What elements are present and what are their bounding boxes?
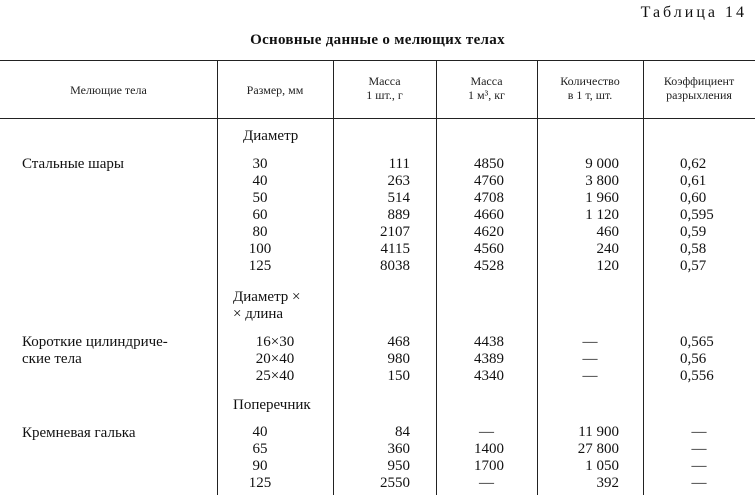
cell-coefficient: 0,57 <box>680 258 707 274</box>
cell-quantity: — <box>582 334 598 350</box>
cell-mass-piece: 980 <box>387 351 410 367</box>
cell-quantity: 460 <box>596 224 619 240</box>
cell-quantity: 240 <box>596 241 619 257</box>
cell-size: 80 <box>252 224 268 240</box>
cell-quantity: 392 <box>596 475 619 491</box>
cell-quantity: 1 050 <box>585 458 619 474</box>
group-name: Кремневая галька <box>22 425 136 441</box>
cell-quantity: 11 900 <box>578 424 619 440</box>
size-caption: Поперечник <box>233 397 311 413</box>
header-line: Количество <box>560 74 620 88</box>
header-line: Масса <box>470 74 503 88</box>
group-name: Стальные шары <box>22 156 124 172</box>
cell-mass-piece: 8038 <box>380 258 410 274</box>
table-number: Таблица 14 <box>640 4 747 21</box>
cell-quantity: 27 800 <box>577 441 619 457</box>
cell-size: 30 <box>252 156 268 172</box>
cell-size: 65 <box>252 441 268 457</box>
header-grinding-bodies <box>0 83 217 97</box>
cell-coefficient: — <box>691 441 707 457</box>
cell-mass-m3: 1700 <box>474 458 504 474</box>
header-loosening-coeff <box>643 74 755 102</box>
header-line: Масса <box>368 74 401 88</box>
cell-coefficient: 0,61 <box>680 173 707 189</box>
cell-quantity: 1 120 <box>585 207 619 223</box>
cell-mass-m3: 1400 <box>474 441 504 457</box>
cell-quantity: — <box>582 368 598 384</box>
cell-quantity: 9 000 <box>585 156 619 172</box>
header-line: Мелющие тела <box>70 83 147 97</box>
cell-mass-m3: 4340 <box>474 368 504 384</box>
header-line: 1 шт., г <box>366 88 403 102</box>
cell-mass-m3: 4660 <box>474 207 504 223</box>
cell-coefficient: 0,58 <box>680 241 707 257</box>
cell-mass-piece: 360 <box>387 441 410 457</box>
cell-size: 50 <box>252 190 268 206</box>
cell-size: 40 <box>252 424 268 440</box>
cell-size: 25×40 <box>255 368 295 384</box>
cell-mass-m3: 4760 <box>474 173 504 189</box>
cell-quantity: 120 <box>596 258 619 274</box>
cell-size: 60 <box>252 207 268 223</box>
group-name: Короткие цилиндриче- <box>22 334 168 350</box>
cell-mass-m3: — <box>479 424 494 440</box>
cell-mass-piece: 2550 <box>380 475 410 491</box>
header-mass-m3 <box>436 74 537 102</box>
cell-mass-piece: 84 <box>395 424 410 440</box>
group-name: ские тела <box>22 351 82 367</box>
cell-quantity: — <box>582 351 598 367</box>
cell-size: 90 <box>252 458 268 474</box>
cell-mass-piece: 950 <box>387 458 410 474</box>
header-mass-piece <box>333 74 436 102</box>
cell-coefficient: — <box>691 424 707 440</box>
cell-coefficient: 0,56 <box>680 351 707 367</box>
col-separator <box>217 60 218 495</box>
header-line: разрыхления <box>666 88 732 102</box>
cell-coefficient: 0,62 <box>680 156 707 172</box>
cell-quantity: 1 960 <box>585 190 619 206</box>
cell-mass-piece: 111 <box>388 156 410 172</box>
cell-quantity: 3 800 <box>585 173 619 189</box>
header-line: в 1 т, шт. <box>567 88 613 102</box>
cell-mass-piece: 4115 <box>380 241 410 257</box>
cell-mass-m3: 4850 <box>474 156 504 172</box>
cell-mass-piece: 889 <box>387 207 410 223</box>
header-line: 1 м³, кг <box>468 88 505 102</box>
cell-size: 125 <box>248 475 272 491</box>
cell-coefficient: 0,60 <box>680 190 707 206</box>
cell-size: 40 <box>252 173 268 189</box>
cell-mass-m3: 4708 <box>474 190 504 206</box>
cell-coefficient: 0,556 <box>680 368 714 384</box>
cell-mass-piece: 263 <box>387 173 410 189</box>
header-quantity <box>537 74 643 102</box>
header-size <box>217 83 333 97</box>
cell-coefficient: 0,565 <box>680 334 714 350</box>
cell-mass-m3: 4528 <box>474 258 504 274</box>
cell-mass-m3: — <box>479 475 494 491</box>
cell-size: 16×30 <box>255 334 295 350</box>
size-caption: × длина <box>233 306 284 322</box>
cell-mass-m3: 4560 <box>474 241 504 257</box>
header-line: Коэффициент <box>663 74 735 88</box>
cell-mass-m3: 4438 <box>474 334 504 350</box>
cell-coefficient: 0,59 <box>680 224 707 240</box>
rule-header-bottom <box>0 118 755 119</box>
cell-size: 125 <box>248 258 272 274</box>
cell-mass-piece: 468 <box>387 334 410 350</box>
cell-mass-piece: 2107 <box>380 224 410 240</box>
cell-size: 20×40 <box>255 351 295 367</box>
cell-size: 100 <box>248 241 272 257</box>
cell-coefficient: 0,595 <box>680 207 714 223</box>
cell-mass-piece: 514 <box>387 190 410 206</box>
cell-coefficient: — <box>691 475 707 491</box>
cell-mass-m3: 4620 <box>474 224 504 240</box>
cell-coefficient: — <box>691 458 707 474</box>
cell-mass-m3: 4389 <box>474 351 504 367</box>
rule-top <box>0 60 755 61</box>
cell-mass-piece: 150 <box>387 368 410 384</box>
size-caption: Диаметр × <box>233 289 301 305</box>
table-title: Основные данные о мелющих телах <box>250 32 505 48</box>
size-caption: Диаметр <box>243 128 299 144</box>
header-line: Размер, мм <box>246 83 304 97</box>
